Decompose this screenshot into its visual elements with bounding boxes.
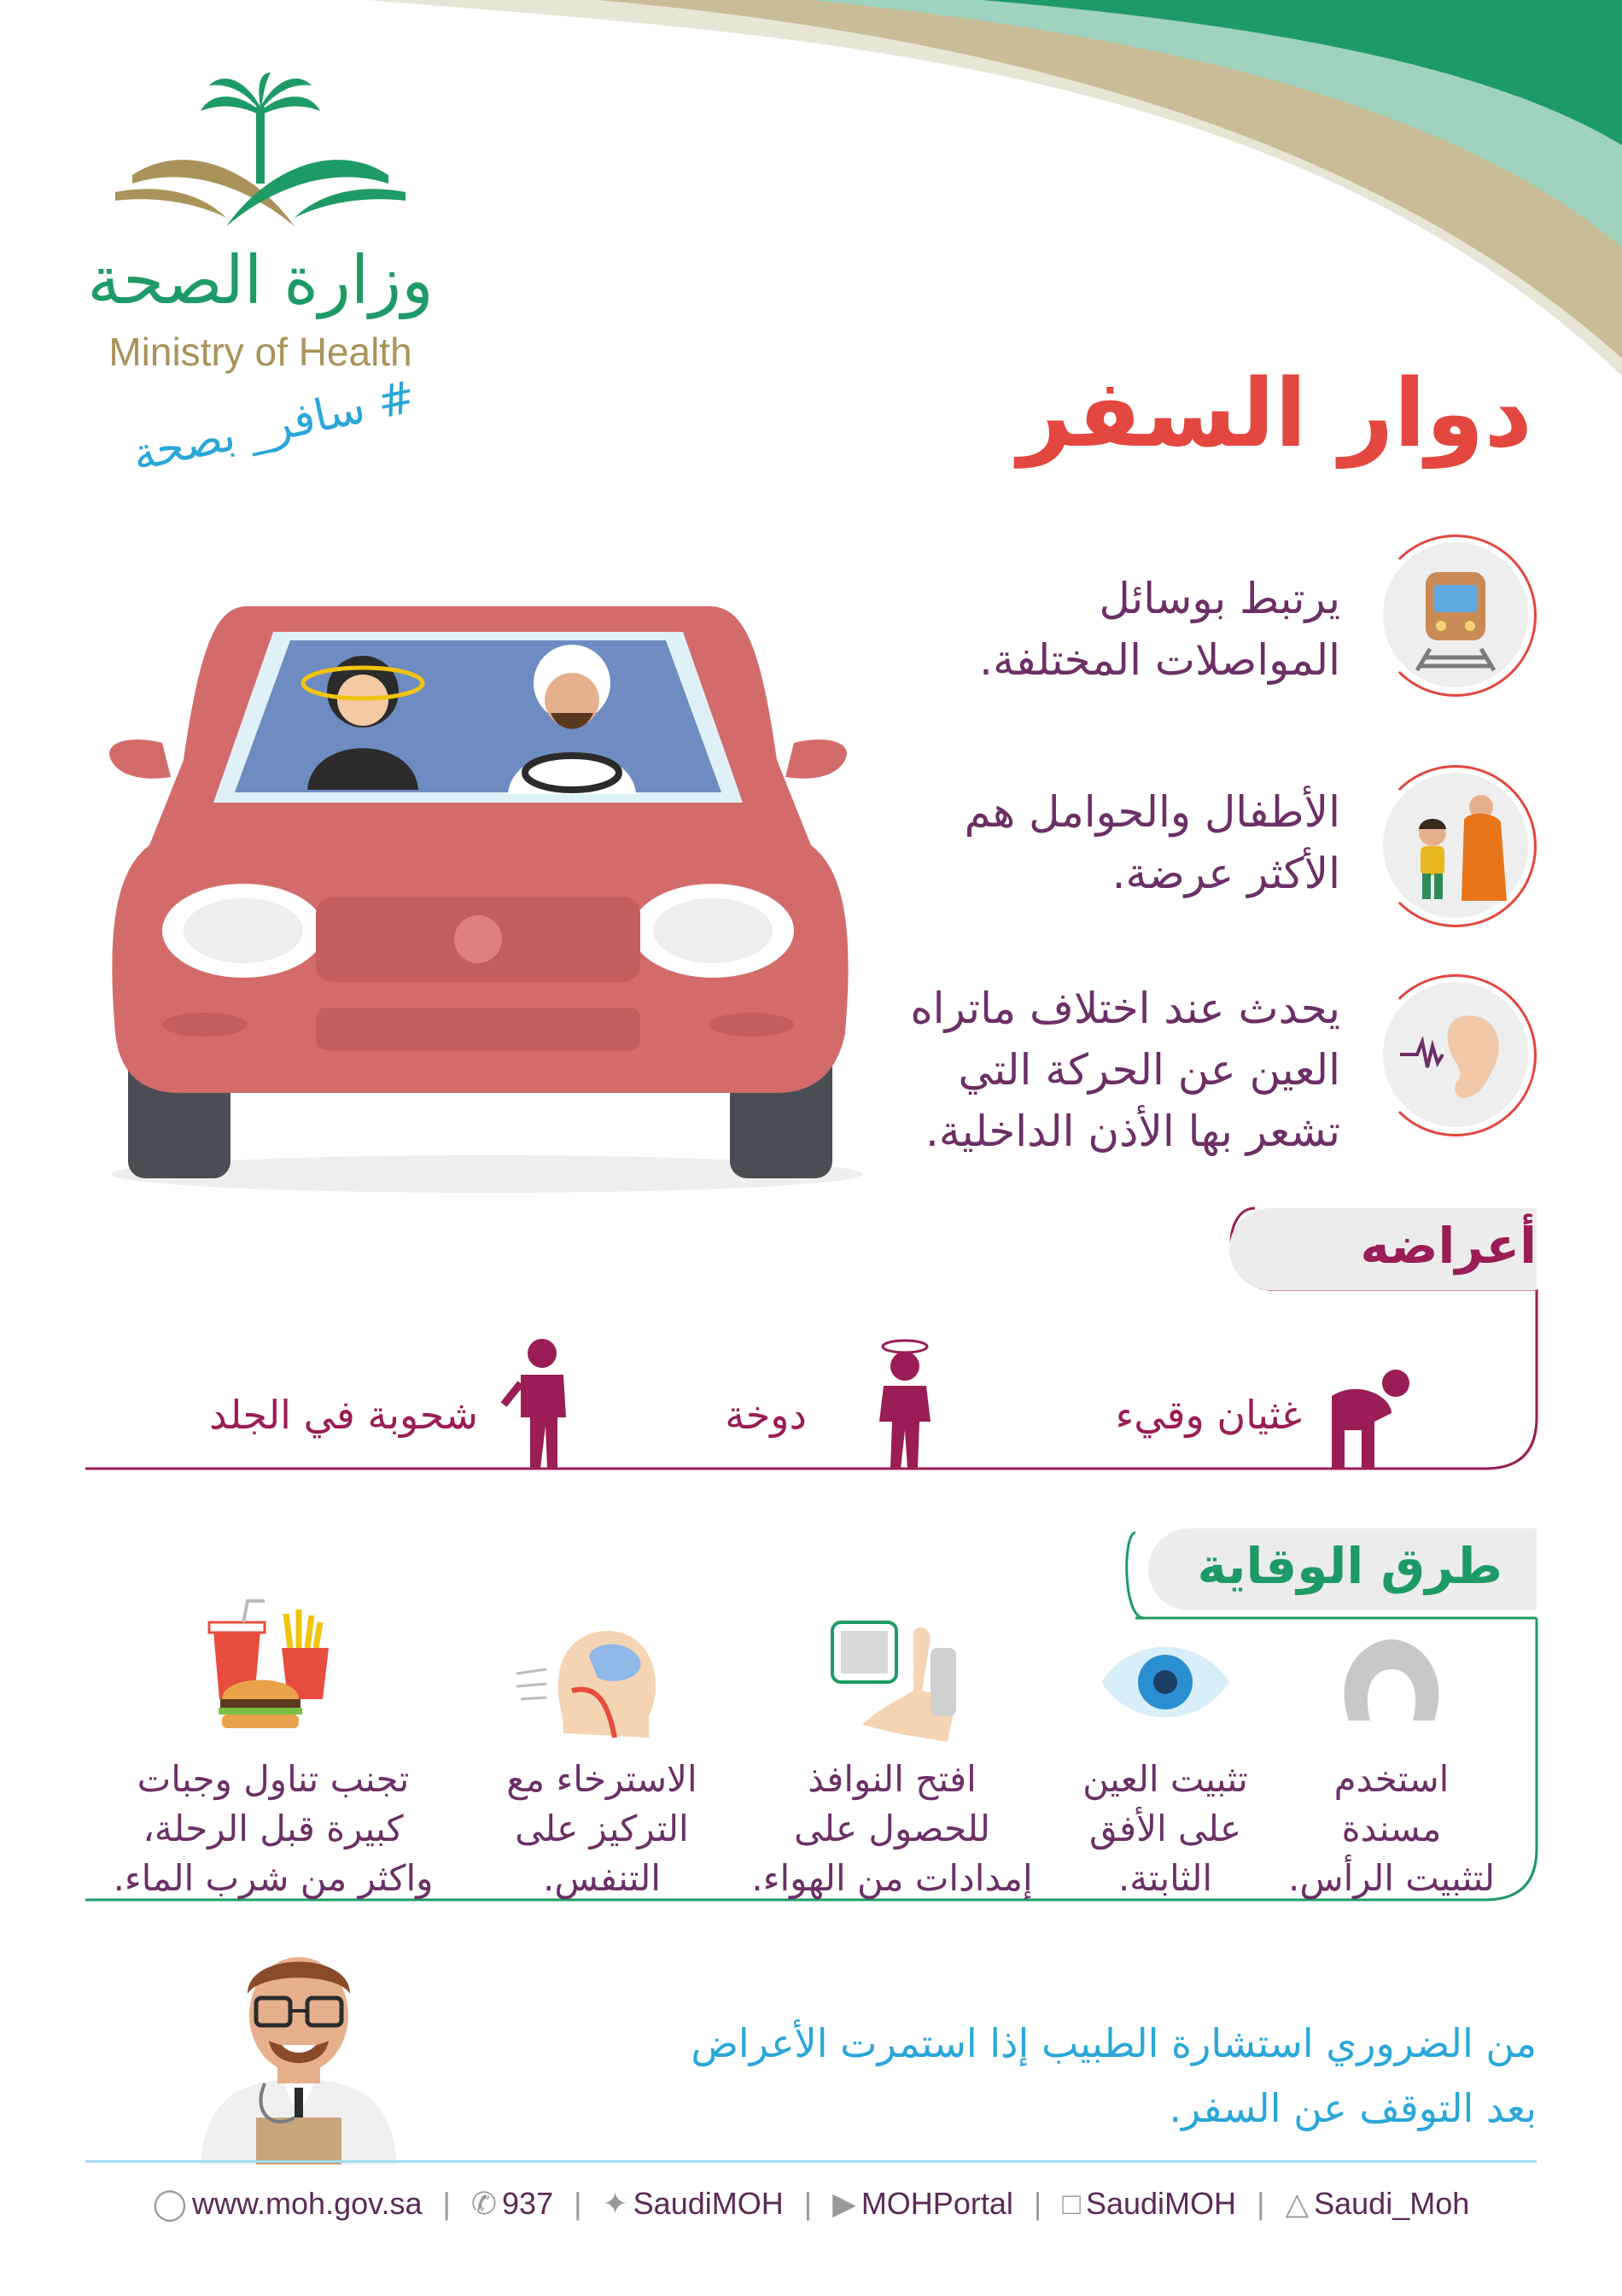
prevention-breathing-text (478, 1755, 726, 1903)
footer-separator: | (574, 2186, 582, 2221)
prevention-line: التنفس. (543, 1857, 661, 1899)
prevention-line: إمدادات من الهواء. (751, 1857, 1033, 1899)
advice-line: من الضروري استشارة الطبيب إذا استمرت الأعراض (691, 2020, 1537, 2066)
prevention-line: افتح النوافذ (808, 1758, 977, 1800)
fact-ring (1374, 974, 1537, 1136)
neck-pillow-icon (1332, 1635, 1451, 1738)
footer-youtube[interactable]: MOHPortal (861, 2186, 1013, 2221)
fast-food-icon (196, 1597, 350, 1742)
fact-line: المواصلات المختلفة. (979, 635, 1340, 685)
footer-phone[interactable]: 937 (502, 2186, 554, 2221)
fact-ring (1374, 765, 1537, 927)
fact-line: الأطفال والحوامل هم (964, 787, 1340, 837)
prevention-line: للحصول على (794, 1808, 990, 1849)
twitter-icon: ✦ (602, 2186, 628, 2221)
fact-ring (1374, 535, 1537, 697)
nausea-figure-icon (1315, 1362, 1417, 1473)
footer-separator: | (803, 2186, 813, 2221)
prevention-pillow-text (1263, 1755, 1520, 1903)
youtube-icon: ▶ (832, 2186, 856, 2221)
advice-text (666, 2011, 1537, 2141)
fact-line: تشعر بها الأذن الداخلية. (925, 1107, 1340, 1156)
phone-icon: ✆ (470, 2186, 498, 2221)
prevention-line: تجنب تناول وجبات (137, 1758, 410, 1800)
prevention-line: مسندة (1341, 1808, 1442, 1849)
footer-separator: | (1033, 2186, 1042, 2221)
open-window-icon (828, 1614, 973, 1750)
hashtag: # سافر_ بصحة (128, 371, 420, 482)
globe-icon: ◯ (152, 2186, 188, 2221)
breathing-head-icon (512, 1622, 666, 1742)
prevention-eye-text (1050, 1755, 1281, 1903)
prevention-food-text (81, 1755, 465, 1903)
footer-facebook[interactable]: SaudiMOH (1085, 2186, 1237, 2221)
symptom-pale-skin-label: شحوبة في الجلد (209, 1392, 478, 1438)
advice-line: بعد التوقف عن السفر. (1169, 2085, 1537, 2131)
snapchat-icon: △ (1285, 2186, 1310, 2221)
footer-twitter[interactable]: SaudiMOH (633, 2186, 784, 2221)
symptoms-title: أعراضه (1360, 1217, 1537, 1275)
prevention-line: استخدم (1333, 1758, 1450, 1800)
doctor-illustration (192, 1934, 406, 2165)
symptom-nausea-label: غثيان وقيء (1115, 1392, 1302, 1438)
logo-arabic-text: وزارة الصحة (87, 242, 434, 319)
footer-separator: | (442, 2186, 451, 2221)
prevention-title: طرق الوقاية (1197, 1537, 1502, 1595)
fact-line: الأكثر عرضة. (1111, 849, 1340, 898)
logo-english-text: Ministry of Health (108, 330, 412, 374)
symptom-dizziness-label: دوخة (725, 1392, 807, 1438)
fact-text (726, 781, 1340, 904)
prevention-line: الاسترخاء مع (506, 1758, 697, 1800)
prevention-line: لتثبيت الرأس. (1287, 1857, 1495, 1899)
prevention-line: كبيرة قبل الرحلة، (143, 1808, 404, 1849)
dizziness-figure-icon (858, 1336, 952, 1473)
fact-text (726, 568, 1340, 691)
eye-icon (1097, 1635, 1234, 1729)
pale-skin-figure-icon (499, 1332, 576, 1473)
moh-emblem-icon (81, 73, 440, 243)
facebook-icon: □ (1062, 2186, 1081, 2221)
footer-contacts (0, 2186, 1622, 2222)
fact-line: يحدث عند اختلاف ماتراه (910, 984, 1340, 1033)
advice-divider (85, 2160, 1537, 2163)
footer-website[interactable]: www.moh.gov.sa (192, 2186, 423, 2221)
footer-separator: | (1257, 2186, 1265, 2221)
prevention-window-text (730, 1755, 1054, 1903)
prevention-line: التركيز على (515, 1808, 689, 1849)
prevention-line: تثبيت العين (1082, 1758, 1248, 1800)
footer-snapchat[interactable]: Saudi_Moh (1314, 2186, 1470, 2221)
prevention-line: واكثر من شرب الماء. (113, 1857, 434, 1899)
fact-line: العين عن الحركة التي (958, 1045, 1340, 1095)
prevention-line: الثابتة. (1117, 1857, 1213, 1899)
fact-line: يرتبط بوسائل (1099, 574, 1340, 623)
prevention-line: على الأفق (1088, 1808, 1242, 1849)
page-title: دوار السفر (1018, 359, 1532, 468)
fact-text (726, 978, 1340, 1162)
